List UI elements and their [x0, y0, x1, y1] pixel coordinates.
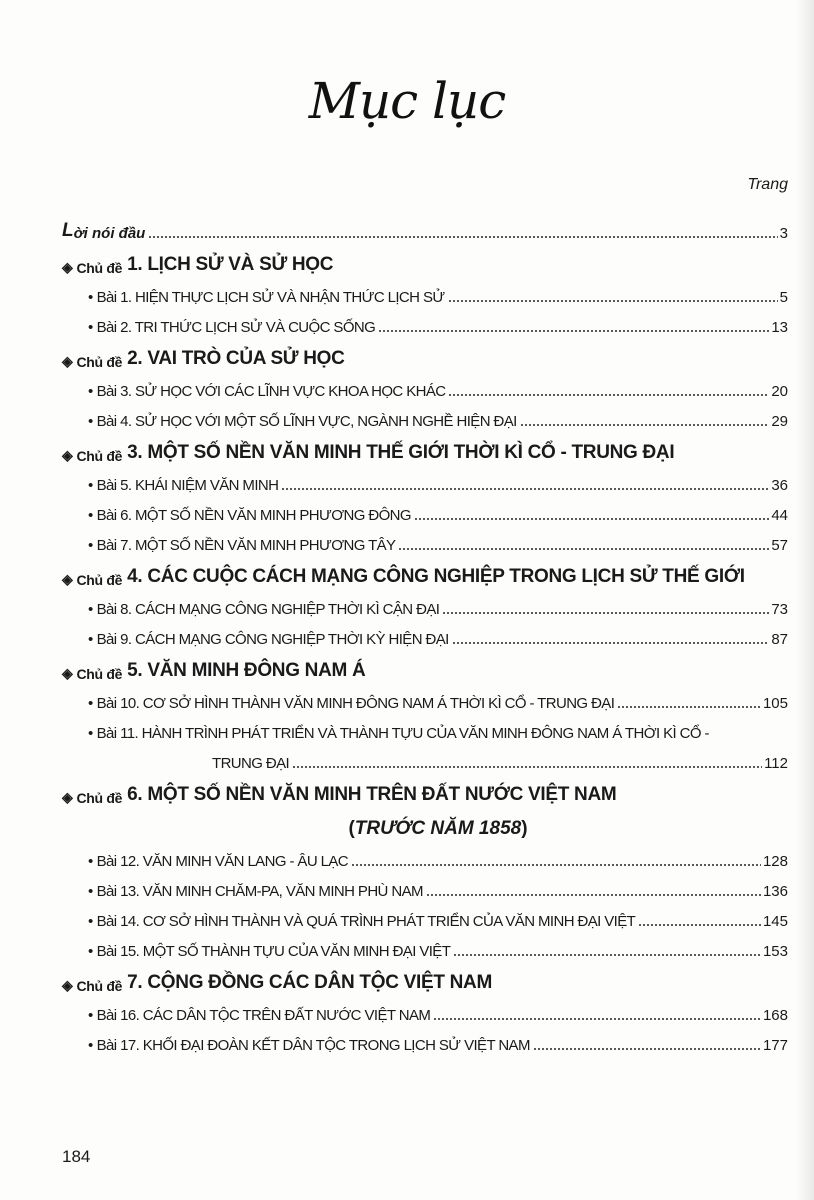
- topic-title: VAI TRÒ CỦA SỬ HỌC: [147, 348, 345, 369]
- toc-lesson-row[interactable]: [62, 900, 788, 930]
- lesson-page: 36: [771, 477, 788, 494]
- toc-lesson-row[interactable]: [62, 682, 788, 712]
- lesson-label: Bài 6. MỘT SỐ NỀN VĂN MINH PHƯƠNG ĐÔNG: [96, 507, 411, 524]
- lesson-page: 87: [771, 631, 788, 648]
- topic-title: VĂN MINH ĐÔNG NAM Á: [147, 660, 366, 681]
- lesson-label: Bài 13. VĂN MINH CHĂM-PA, VĂN MINH PHÙ NAM: [96, 883, 423, 900]
- lesson-label: Bài 10. CƠ SỞ HÌNH THÀNH VĂN MINH ĐÔNG NAM Á THỜI KÌ CỔ - TRUNG ĐẠI: [96, 695, 615, 712]
- toc-lesson-row[interactable]: [62, 494, 788, 524]
- bullet-icon: •: [88, 601, 93, 618]
- topic-number: 6.: [127, 784, 143, 805]
- bullet-icon: •: [88, 537, 93, 554]
- toc-lesson-row[interactable]: [62, 588, 788, 618]
- dot-leader: [453, 954, 761, 956]
- dot-leader: [442, 612, 769, 614]
- topic-number: 4.: [127, 566, 143, 587]
- toc-topic-row[interactable]: [62, 336, 788, 370]
- lesson-page: 153: [762, 943, 788, 960]
- toc-lesson-row[interactable]: [62, 1024, 788, 1054]
- toc-topic-row[interactable]: [62, 242, 788, 276]
- toc-intro-row[interactable]: [62, 212, 788, 242]
- page-edge-shadow: [796, 0, 814, 1200]
- dot-leader: [433, 1018, 761, 1020]
- lesson-label: Bài 16. CÁC DÂN TỘC TRÊN ĐẤT NƯỚC VIỆT NAM: [96, 1007, 431, 1024]
- diamond-bullet-icon: ◈: [62, 447, 73, 463]
- lesson-label: Bài 4. SỬ HỌC VỚI MỘT SỐ LĨNH VỰC, NGÀNH NGHỀ HIỆN ĐẠI: [96, 413, 517, 430]
- bullet-icon: •: [88, 507, 93, 524]
- diamond-bullet-icon: ◈: [62, 571, 73, 587]
- page-column-label: Trang: [747, 176, 788, 193]
- lesson-page: 57: [771, 537, 788, 554]
- subtitle-paren: ): [521, 818, 528, 839]
- topic-number: 7.: [127, 972, 143, 993]
- intro-label: ời nói đầu: [73, 225, 146, 242]
- bullet-icon: •: [88, 853, 93, 870]
- dot-leader: [533, 1048, 761, 1050]
- diamond-bullet-icon: ◈: [62, 789, 73, 805]
- lesson-page: 177: [762, 1037, 788, 1054]
- toc-lesson-row[interactable]: [62, 930, 788, 960]
- lesson-page: 105: [762, 695, 788, 712]
- topic-number: 5.: [127, 660, 143, 681]
- topic-subtitle: TRƯỚC NĂM 1858: [354, 818, 522, 839]
- bullet-icon: •: [88, 725, 93, 742]
- lesson-label-continued: TRUNG ĐẠI: [212, 755, 290, 772]
- toc-topic-row[interactable]: [62, 554, 788, 588]
- toc-lesson-row[interactable]: [62, 618, 788, 648]
- lesson-label: Bài 1. HIỆN THỰC LỊCH SỬ VÀ NHẬN THỨC LỊCH SỬ: [96, 289, 445, 306]
- lesson-label: Bài 14. CƠ SỞ HÌNH THÀNH VÀ QUÁ TRÌNH PHÁT TRIỂN CỦA VĂN MINH ĐẠI VIỆT: [96, 913, 636, 930]
- dot-leader: [378, 330, 769, 332]
- lesson-label: Bài 5. KHÁI NIỆM VĂN MINH: [96, 477, 279, 494]
- bullet-icon: •: [88, 1007, 93, 1024]
- bullet-icon: •: [88, 477, 93, 494]
- bullet-icon: •: [88, 883, 93, 900]
- lesson-label: Bài 3. SỬ HỌC VỚI CÁC LĨNH VỰC KHOA HỌC KHÁC: [96, 383, 446, 400]
- lesson-page: 112: [764, 755, 788, 772]
- topic-prefix: Chủ đề: [76, 978, 123, 994]
- topic-prefix: Chủ đề: [76, 448, 123, 464]
- diamond-bullet-icon: ◈: [62, 665, 73, 681]
- topic-prefix: Chủ đề: [76, 572, 123, 588]
- topic-title: CÁC CUỘC CÁCH MẠNG CÔNG NGHIỆP TRONG LỊCH SỬ THẾ GIỚI: [147, 566, 745, 587]
- lesson-label: Bài 15. MỘT SỐ THÀNH TỰU CỦA VĂN MINH ĐẠI VIỆT: [96, 943, 451, 960]
- topic-prefix: Chủ đề: [76, 260, 123, 276]
- dot-leader: [292, 766, 762, 768]
- lesson-page: 73: [771, 601, 788, 618]
- topic-prefix: Chủ đề: [76, 666, 123, 682]
- bullet-icon: •: [88, 631, 93, 648]
- intro-page: 3: [779, 225, 788, 242]
- table-of-contents: [62, 212, 788, 1054]
- topic-title: CỘNG ĐỒNG CÁC DÂN TỘC VIỆT NAM: [147, 972, 492, 993]
- dot-leader: [426, 894, 761, 896]
- bullet-icon: •: [88, 695, 93, 712]
- lesson-page: 128: [762, 853, 788, 870]
- lesson-label: Bài 12. VĂN MINH VĂN LANG - ÂU LẠC: [96, 853, 348, 870]
- lesson-page: 5: [779, 289, 788, 306]
- lesson-label: Bài 17. KHỐI ĐẠI ĐOÀN KẾT DÂN TỘC TRONG LỊCH SỬ VIỆT NAM: [96, 1037, 530, 1054]
- lesson-page: 136: [762, 883, 788, 900]
- topic-prefix: Chủ đề: [76, 354, 123, 370]
- topic-subtitle-row: [62, 806, 788, 840]
- dot-leader: [520, 424, 770, 426]
- lesson-page: 145: [762, 913, 788, 930]
- lesson-label: Bài 8. CÁCH MẠNG CÔNG NGHIỆP THỜI KÌ CẬN ĐẠI: [96, 601, 440, 618]
- lesson-page: 168: [762, 1007, 788, 1024]
- bullet-icon: •: [88, 943, 93, 960]
- dot-leader: [617, 706, 761, 708]
- diamond-bullet-icon: ◈: [62, 353, 73, 369]
- page-title: Mục lục: [308, 72, 506, 130]
- lesson-page: 13: [771, 319, 788, 336]
- subtitle-paren: (: [348, 818, 355, 839]
- lesson-page: 29: [771, 413, 788, 430]
- toc-lesson-row[interactable]: [62, 276, 788, 306]
- toc-topic-row[interactable]: [62, 960, 788, 994]
- toc-lesson-row[interactable]: [62, 306, 788, 336]
- dot-leader: [448, 394, 769, 396]
- toc-topic-row[interactable]: [62, 772, 788, 806]
- dot-leader: [398, 548, 769, 550]
- lesson-label: Bài 7. MỘT SỐ NỀN VĂN MINH PHƯƠNG TÂY: [96, 537, 396, 554]
- lesson-label: Bài 11. HÀNH TRÌNH PHÁT TRIỂN VÀ THÀNH TỰU CỦA VĂN MINH ĐÔNG NAM Á THỜI KÌ CỔ -: [96, 725, 709, 742]
- diamond-bullet-icon: ◈: [62, 977, 73, 993]
- dot-leader: [414, 518, 769, 520]
- toc-lesson-row[interactable]: [62, 870, 788, 900]
- toc-lesson-row[interactable]: [62, 464, 788, 494]
- toc-lesson-row[interactable]: [62, 712, 788, 742]
- lesson-page: 20: [771, 383, 788, 400]
- lesson-page: 44: [771, 507, 788, 524]
- bullet-icon: •: [88, 319, 93, 336]
- topic-title: LỊCH SỬ VÀ SỬ HỌC: [147, 254, 334, 275]
- dot-leader: [448, 300, 778, 302]
- diamond-bullet-icon: ◈: [62, 259, 73, 275]
- bullet-icon: •: [88, 289, 93, 306]
- topic-number: 1.: [127, 254, 143, 275]
- lesson-label: Bài 9. CÁCH MẠNG CÔNG NGHIỆP THỜI KỲ HIỆN ĐẠI: [96, 631, 449, 648]
- lesson-label: Bài 2. TRI THỨC LỊCH SỬ VÀ CUỘC SỐNG: [96, 319, 376, 336]
- toc-lesson-continuation[interactable]: [62, 742, 788, 772]
- topic-title: MỘT SỐ NỀN VĂN MINH TRÊN ĐẤT NƯỚC VIỆT NAM: [147, 784, 617, 805]
- bullet-icon: •: [88, 1037, 93, 1054]
- intro-initial: L: [62, 220, 74, 241]
- page-number: 184: [62, 1147, 91, 1166]
- toc-lesson-row[interactable]: [62, 400, 788, 430]
- bullet-icon: •: [88, 913, 93, 930]
- toc-lesson-row[interactable]: [62, 994, 788, 1024]
- topic-number: 3.: [127, 442, 143, 463]
- toc-topic-row[interactable]: [62, 648, 788, 682]
- toc-lesson-row[interactable]: [62, 840, 788, 870]
- topic-prefix: Chủ đề: [76, 790, 123, 806]
- dot-leader: [638, 924, 761, 926]
- dot-leader: [351, 864, 761, 866]
- bullet-icon: •: [88, 383, 93, 400]
- bullet-icon: •: [88, 413, 93, 430]
- toc-lesson-row[interactable]: [62, 524, 788, 554]
- topic-number: 2.: [127, 348, 143, 369]
- dot-leader: [148, 236, 777, 238]
- toc-topic-row[interactable]: [62, 430, 788, 464]
- topic-title: MỘT SỐ NỀN VĂN MINH THẾ GIỚI THỜI KÌ CỔ - TRUNG ĐẠI: [147, 442, 675, 463]
- toc-lesson-row[interactable]: [62, 370, 788, 400]
- dot-leader: [452, 642, 770, 644]
- dot-leader: [281, 488, 769, 490]
